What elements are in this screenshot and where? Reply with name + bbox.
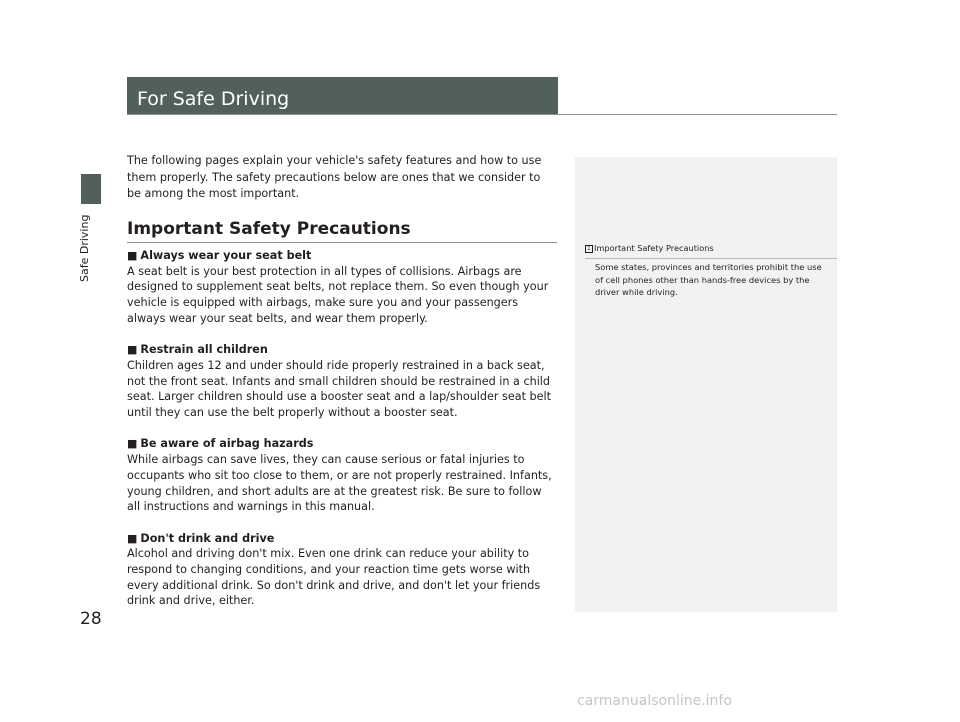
precaution-item-airbags [127, 436, 557, 515]
page-number: 28 [80, 609, 102, 629]
side-note-title: Important Safety Precautions [594, 243, 714, 253]
precaution-heading: Always wear your seat belt [140, 249, 312, 262]
precaution-body: While airbags can save lives, they can cause serious or fatal injuries to occupants who sit too close to them, or are not properly restrained. Infants, young children, and short adults are at the greatest risk. Be sure to follow all instructions and warnings in this manual. [127, 453, 552, 514]
watermark: carmanualsonline.info [577, 693, 732, 709]
precaution-body: A seat belt is your best protection in all types of collisions. Airbags are designed to supplement seat belts, not replace them. So even though your vehicle is equipped with airbags, make sure you and your passengers always wear your seat belts, and wear them properly. [127, 264, 549, 325]
page-title-bar [127, 77, 558, 114]
square-bullet-icon: ■ [127, 249, 138, 262]
page-title: For Safe Driving [137, 88, 290, 110]
side-note-body: Some states, provinces and territories prohibit the use of cell phones other than hands-free devices by the driver while driving. [595, 262, 822, 298]
side-note-panel [575, 157, 837, 612]
side-note-heading [585, 243, 714, 253]
section-tab-marker [81, 174, 101, 204]
section-divider [127, 242, 557, 243]
square-bullet-icon: ■ [127, 531, 138, 545]
precaution-heading: Be aware of airbag hazards [140, 437, 314, 451]
precautions-list [127, 248, 557, 625]
intro-paragraph: The following pages explain your vehicle's safety features and how to use them properly. The safety precautions below are ones that we consider to be among the most important. [127, 154, 542, 200]
precaution-body: Alcohol and driving don't mix. Even one drink can reduce your ability to respond to changing conditions, and your reaction time gets worse with every additional drink. So don't drink and drive, and don't let your friends drink and drive, either. [127, 547, 541, 608]
sidebar-section-label: Safe Driving [78, 214, 91, 282]
section-heading: Important Safety Precautions [127, 219, 411, 239]
title-divider [127, 114, 837, 115]
note-marker-icon: 1 [585, 245, 593, 253]
precaution-body: Children ages 12 and under should ride properly restrained in a back seat, not the front seat. Infants and small children should be restrained in a child seat. Larger children should use a booster seat and a lap/shoulder seat belt until they can use the belt properly without a booster seat. [127, 358, 552, 420]
precaution-heading: Don't drink and drive [140, 531, 275, 545]
precaution-item-seat-belt [127, 248, 557, 327]
square-bullet-icon: ■ [127, 343, 138, 357]
side-note-divider [585, 258, 837, 259]
square-bullet-icon: ■ [127, 437, 138, 451]
precaution-heading: Restrain all children [140, 343, 268, 357]
precaution-item-drink-drive [127, 531, 557, 610]
precaution-item-children [127, 342, 557, 421]
